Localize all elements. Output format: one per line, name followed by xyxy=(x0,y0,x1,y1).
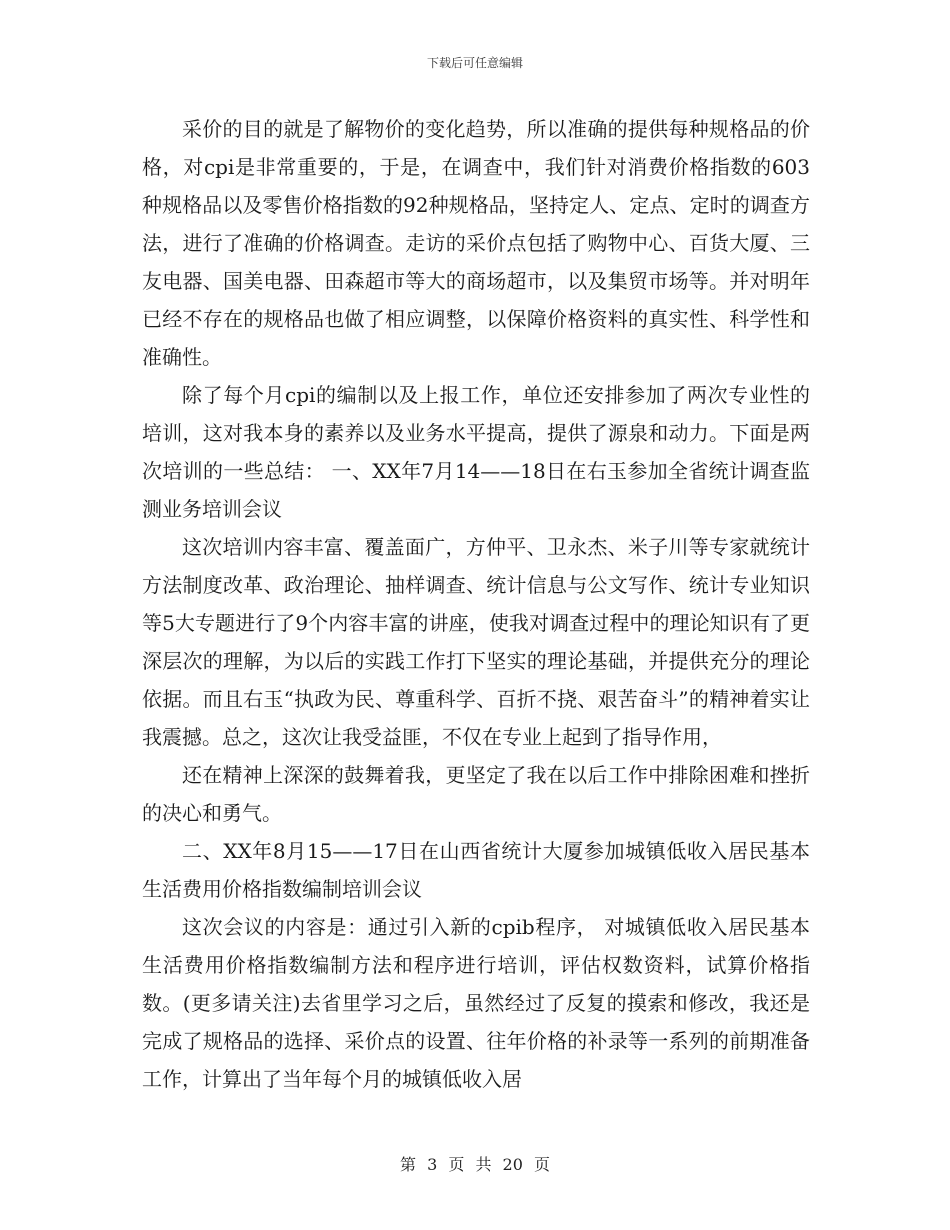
paragraph-training-intro: 除了每个月cpi的编制以及上报工作，单位还安排参加了两次专业性的培训，这对我本身的素养以及业务水平提高，提供了源泉和动力。下面是两次培训的一些总结： 一、XX年7月14——18日在右玉参加全省统计调查监测业务培训会议 xyxy=(142,383,810,521)
document-body xyxy=(142,110,810,1098)
paragraph-training-content: 这次培训内容丰富、覆盖面广，方仲平、卫永杰、米子川等专家就统计方法制度改革、政治理论、抽样调查、统计信息与公文写作、统计专业知识等5大专题进行了9个内容丰富的讲座，使我对调查过程中的理论知识有了更深层次的理解，为以后的实践工作打下坚实的理论基础，并提供充分的理论依据。而且右玉“执政为民、尊重科学、百折不挠、艰苦奋斗”的精神着实让我震撼。总之，这次让我受益匪，不仅在专业上起到了指导作用， xyxy=(142,535,810,749)
paragraph-second-training: 二、XX年8月15——17日在山西省统计大厦参加城镇低收入居民基本生活费用价格指数编制培训会议 xyxy=(142,839,810,901)
paragraph-price-survey: 采价的目的就是了解物价的变化趋势，所以准确的提供每种规格品的价格，对cpi是非常重要的，于是，在调查中，我们针对消费价格指数的603种规格品以及零售价格指数的92种规格品，坚持定人、定点、定时的调查方法，进行了准确的价格调查。走访的采价点包括了购物中心、百货大厦、三友电器、国美电器、田森超市等大的商场超市，以及集贸市场等。并对明年已经不存在的规格品也做了相应调整，以保障价格资料的真实性、科学性和准确性。 xyxy=(142,117,810,369)
page-number: 第 3 页 共 20 页 xyxy=(400,1155,550,1174)
page-header: 下载后可任意编辑 xyxy=(426,56,523,70)
paragraph-meeting-content: 这次会议的内容是：通过引入新的cpib程序， 对城镇低收入居民基本生活费用价格指数编制方法和程序进行培训，评估权数资料，试算价格指数。(更多请关注)去省里学习之后，虽然经过了反复的摸索和修改，我还是完成了规格品的选择、采价点的设置、往年价格的补录等一系列的前期准备工作，计算出了当年每个月的城镇低收入居 xyxy=(142,915,810,1091)
paragraph-encouragement: 还在精神上深深的鼓舞着我，更坚定了我在以后工作中排除困难和挫折的决心和勇气。 xyxy=(142,763,810,825)
